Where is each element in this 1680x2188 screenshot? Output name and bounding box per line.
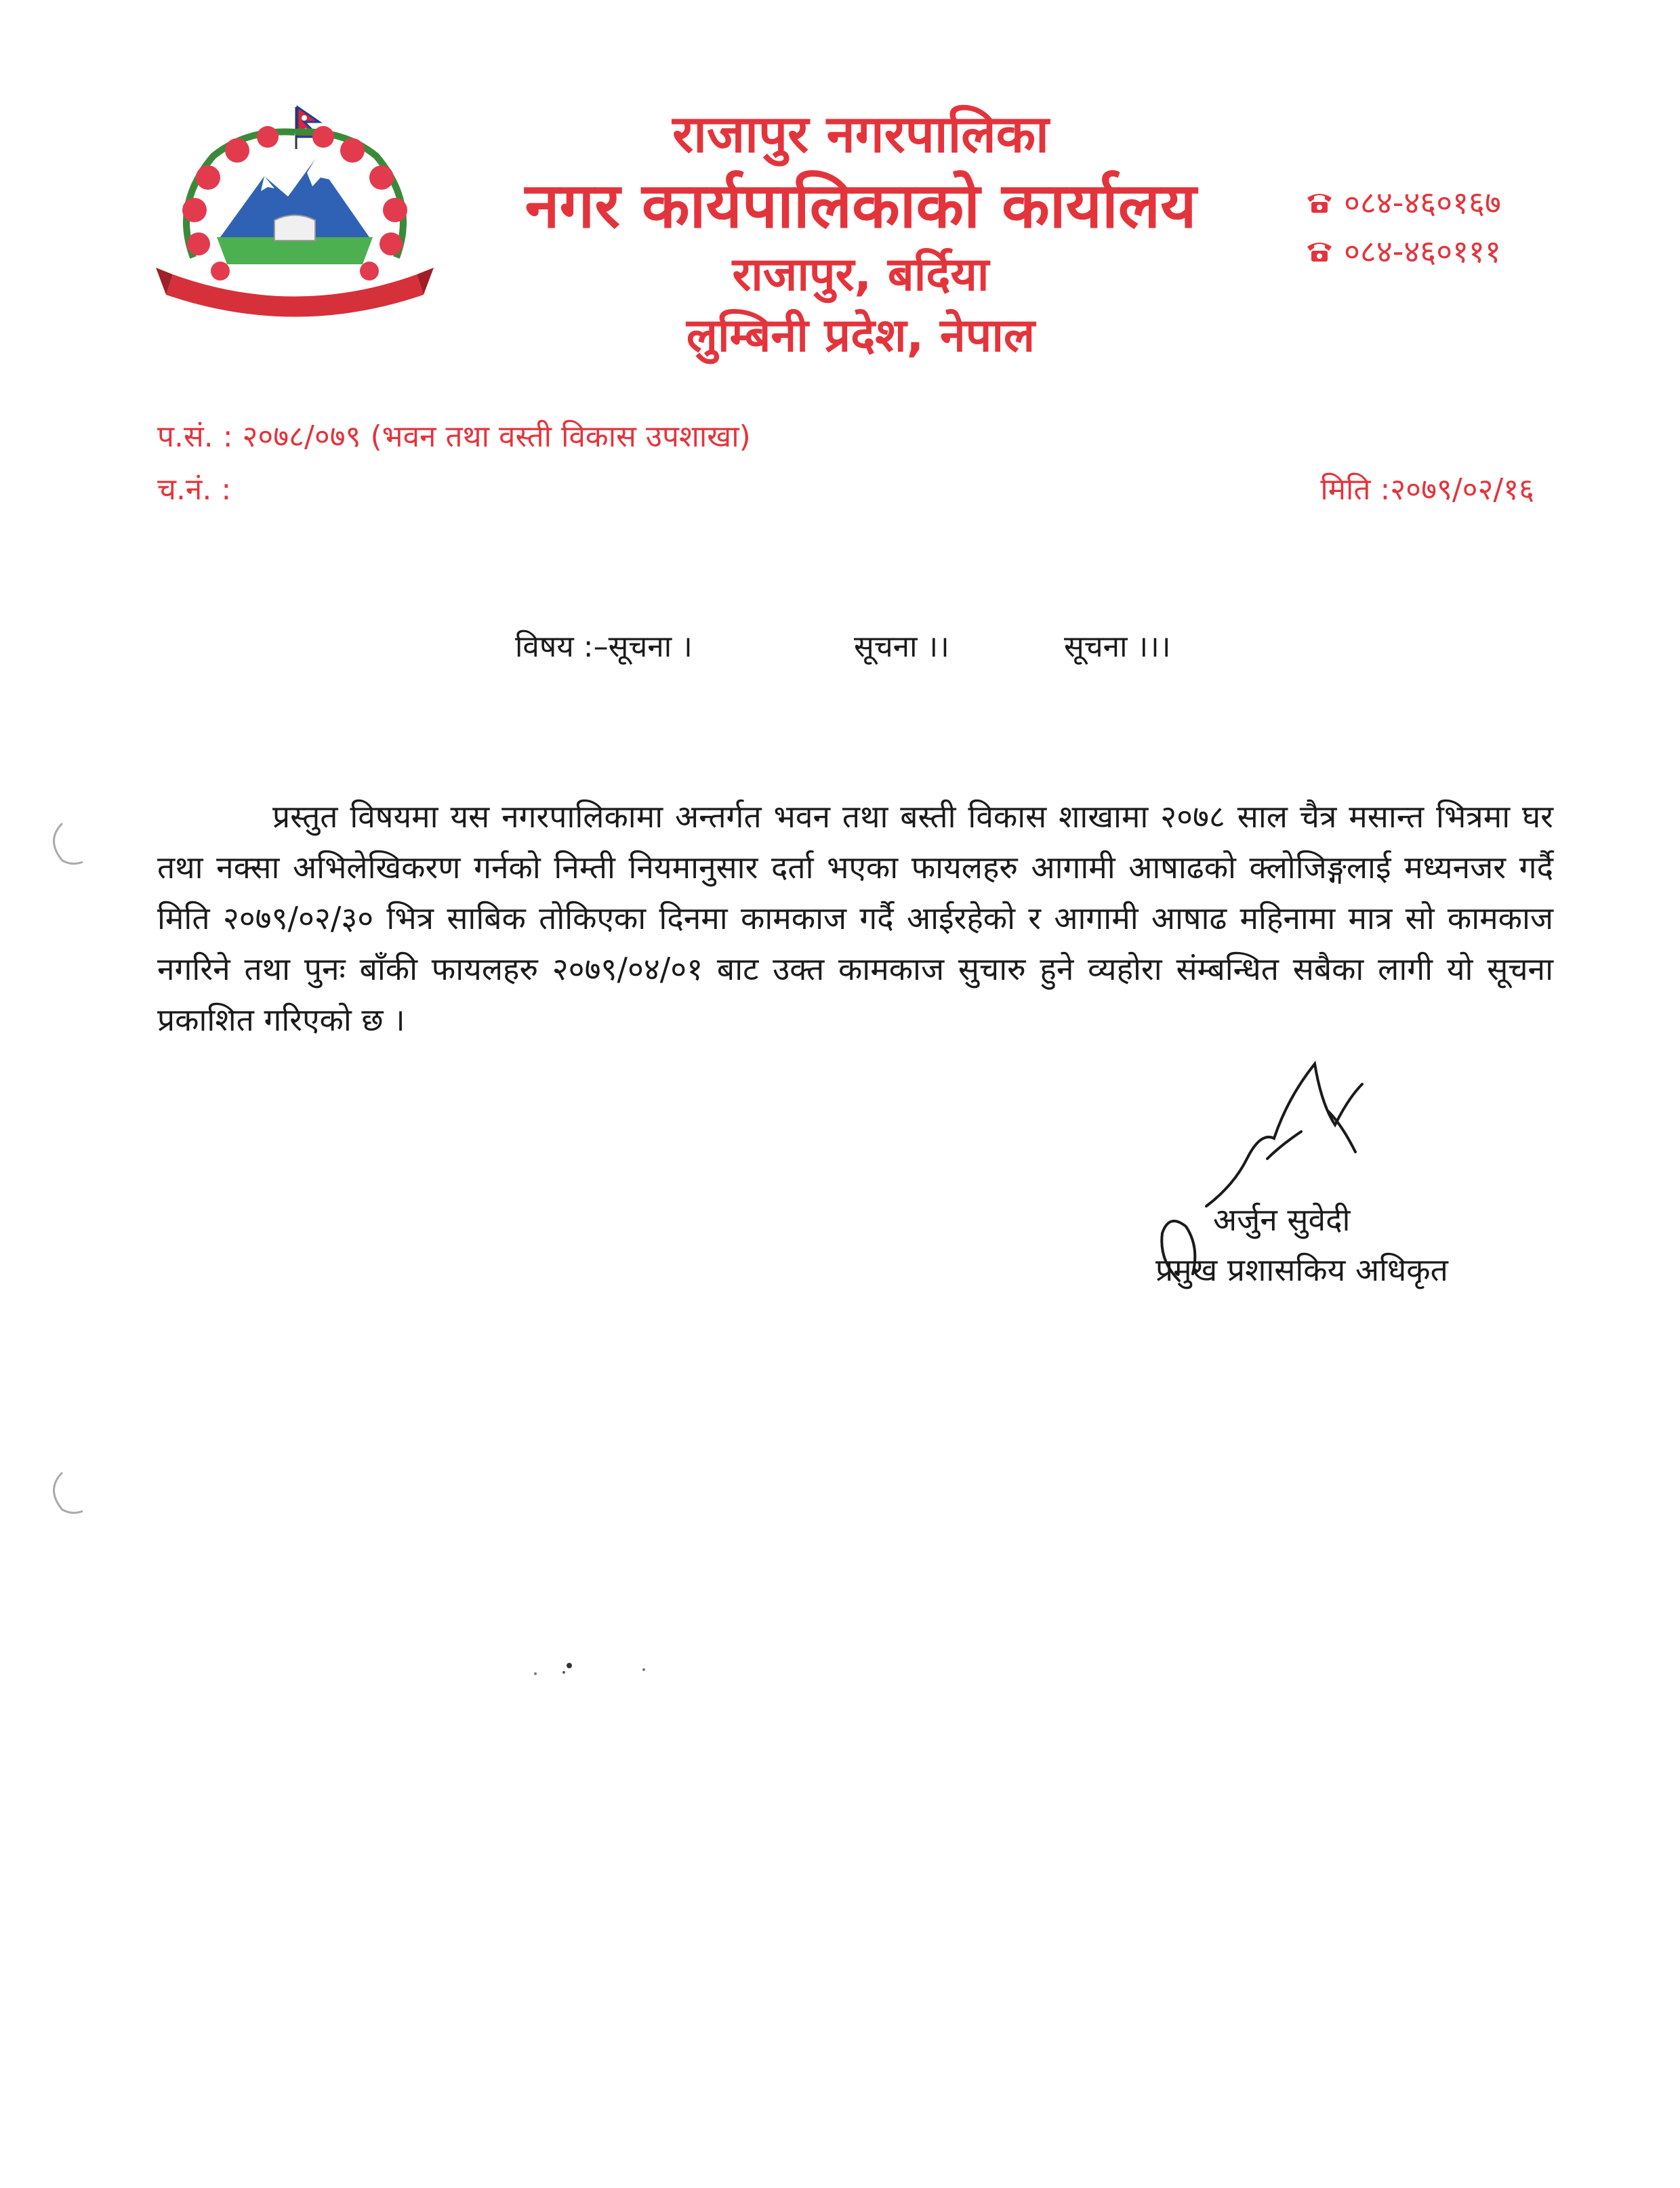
mountain-icon [217,159,373,264]
subject-line [515,625,1171,665]
province-country: लुम्बिनी प्रदेश, नेपाल [686,309,1036,363]
dispatch-number: च.नं. : [157,472,232,507]
telephone-icon [1305,239,1334,263]
phone-numbers [1305,178,1562,275]
motto-scroll-icon [156,268,434,317]
notice-body: प्रस्तुत विषयमा यस नगरपालिकामा अन्तर्गत भवन तथा बस्ती विकास शाखामा २०७८ साल चैत्र मसान्त भित्रमा घर तथा नक्सा अभिलेखिकरण गर्नको निम्ती नियमानुसार दर्ता भएका फायलहरु आगामी आषाढको क्लोजिङ्गलाई मध्यनजर गर्दै मिति २०७९/०२/३० भित्र साबिक तोकिएका दिनमा कामकाज गर्दै आईरहेको र आगामी आषाढ महिनामा मात्र सो कामकाज नगरिने तथा पुनः बाँकी फायलहरु २०७९/०४/०१ बाट उक्त कामकाज सुचारु हुने व्यहोरा संम्बन्धित सबैका लागी यो सूचना प्रकाशित गरिएको छ । [157,798,1553,1038]
phone-row [1305,226,1562,275]
letter-date: मिति :२०७९/०२/१६ [1320,472,1534,507]
signatory-title: प्रमुख प्रशासकिय अधिकृत [1155,1252,1448,1288]
municipality-name: राजापुर नगरपालिका [672,104,1049,164]
nepal-emblem [152,102,437,335]
phone-number: ०८४-४६०१११ [1344,233,1501,270]
office-address: राजापुर, बर्दिया [732,248,989,302]
subject-part: सूचना ।।। [1064,629,1171,664]
punch-hole-mark [42,1469,89,1516]
scan-speck [529,1653,664,1680]
office-name: नगर कार्यपालिकाको कार्यालय [525,169,1197,242]
letterhead [461,102,1261,367]
punch-hole-mark [42,820,89,867]
subject-part: सूचना ।। [854,629,949,664]
phone-number: ०८४-४६०१६७ [1344,184,1501,221]
letter-number: प.सं. : २०७८/०७९ (भवन तथा वस्ती विकास उपशाखा) [157,419,751,454]
signatory-name: अर्जुन सुवेदी [1213,1201,1351,1238]
telephone-icon [1305,190,1334,214]
subject-part: विषय :–सूचना । [515,629,693,664]
phone-row [1305,178,1562,226]
